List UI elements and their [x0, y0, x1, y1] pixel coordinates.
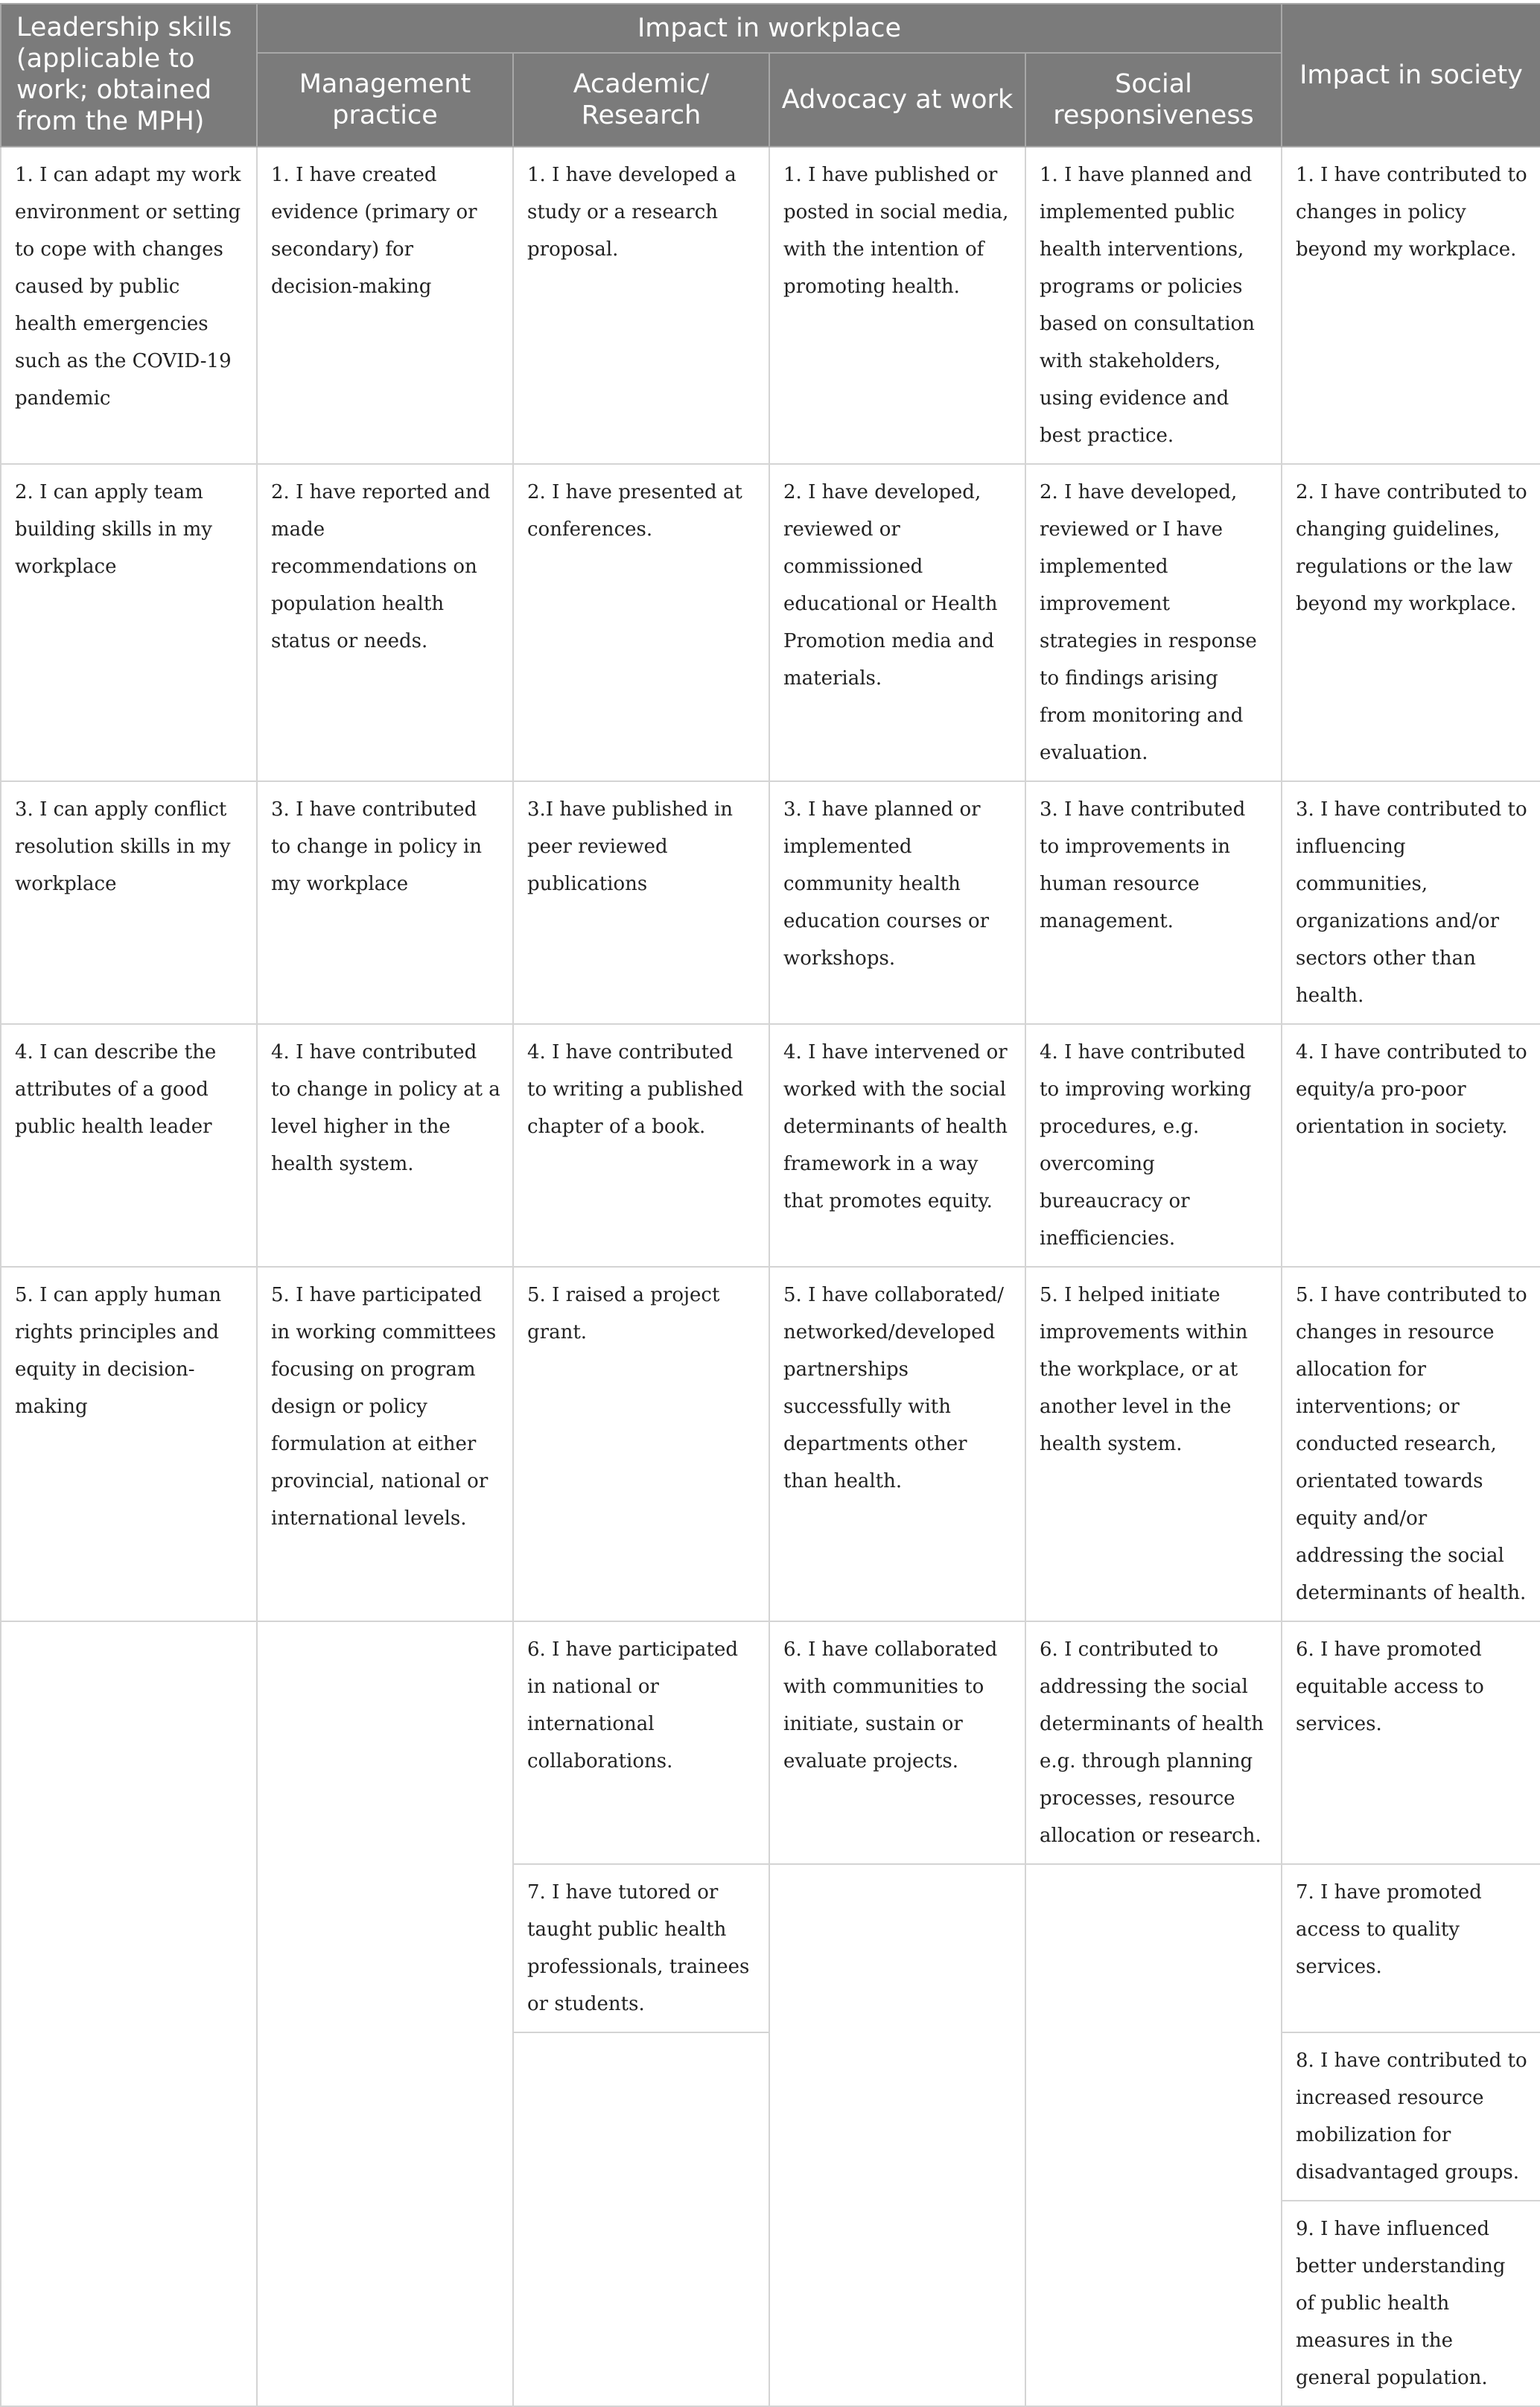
cell-society-1: 1. I have contributed to changes in policy beyond my workplace.	[1282, 147, 1540, 464]
cell-management-2: 2. I have reported and made recommendations on population health status or needs.	[257, 464, 513, 781]
cell-academic-empty	[513, 2032, 769, 2406]
table-row	[1, 147, 1540, 464]
cell-advocacy-3: 3. I have planned or implemented community health education courses or workshops.	[769, 781, 1025, 1024]
cell-management-empty	[257, 1621, 513, 2406]
cell-academic-7: 7. I have tutored or taught public health professionals, trainees or students.	[513, 1864, 769, 2032]
cell-leadership-4: 4. I can describe the attributes of a good public health leader	[1, 1024, 257, 1267]
cell-advocacy-2: 2. I have developed, reviewed or commissioned educational or Health Promotion media and materials.	[769, 464, 1025, 781]
cell-academic-4: 4. I have contributed to writing a published chapter of a book.	[513, 1024, 769, 1267]
table-wrapper	[0, 3, 1540, 2407]
header-impact-in-workplace: Impact in workplace	[257, 4, 1282, 53]
cell-leadership-3: 3. I can apply conflict resolution skills in my workplace	[1, 781, 257, 1024]
cell-management-1: 1. I have created evidence (primary or secondary) for decision-making	[257, 147, 513, 464]
cell-academic-2: 2. I have presented at conferences.	[513, 464, 769, 781]
header-advocacy-at-work: Advocacy at work	[769, 53, 1025, 147]
cell-social-empty	[1025, 1864, 1282, 2406]
cell-leadership-empty	[1, 1621, 257, 2406]
cell-advocacy-empty	[769, 1864, 1025, 2406]
table-row	[1, 464, 1540, 781]
cell-society-8: 8. I have contributed to increased resource mobilization for disadvantaged groups.	[1282, 2032, 1540, 2201]
cell-academic-1: 1. I have developed a study or a research proposal.	[513, 147, 769, 464]
cell-social-6: 6. I contributed to addressing the social determinants of health e.g. through planning processes, resource allocation or research.	[1025, 1621, 1282, 1864]
cell-social-5: 5. I helped initiate improvements within the workplace, or at another level in the health system.	[1025, 1267, 1282, 1621]
cell-advocacy-5: 5. I have collaborated/ networked/developed partnerships successfully with departments other than health.	[769, 1267, 1025, 1621]
table-row	[1, 1621, 1540, 1864]
cell-society-7: 7. I have promoted access to quality services.	[1282, 1864, 1540, 2032]
cell-society-6: 6. I have promoted equitable access to services.	[1282, 1621, 1540, 1864]
table-row	[1, 1024, 1540, 1267]
header-leadership-skills: Leadership skills (applicable to work; obtained from the MPH)	[1, 4, 257, 147]
cell-advocacy-6: 6. I have collaborated with communities to initiate, sustain or evaluate projects.	[769, 1621, 1025, 1864]
leadership-impact-table	[0, 3, 1540, 2407]
cell-social-2: 2. I have developed, reviewed or I have implemented improvement strategies in response to findings arising from monitoring and evaluation.	[1025, 464, 1282, 781]
cell-society-9: 9. I have influenced better understanding of public health measures in the general population.	[1282, 2201, 1540, 2406]
cell-society-3: 3. I have contributed to influencing communities, organizations and/or sectors other than health.	[1282, 781, 1540, 1024]
table-row	[1, 781, 1540, 1024]
cell-social-3: 3. I have contributed to improvements in human resource management.	[1025, 781, 1282, 1024]
cell-management-5: 5. I have participated in working committees focusing on program design or policy formulation at either provincial, national or international levels.	[257, 1267, 513, 1621]
header-row-top	[1, 4, 1540, 53]
cell-management-4: 4. I have contributed to change in policy at a level higher in the health system.	[257, 1024, 513, 1267]
cell-social-4: 4. I have contributed to improving working procedures, e.g. overcoming bureaucracy or inefficiencies.	[1025, 1024, 1282, 1267]
cell-social-1: 1. I have planned and implemented public health interventions, programs or policies based on consultation with stakeholders, using evidence and best practice.	[1025, 147, 1282, 464]
cell-leadership-2: 2. I can apply team building skills in my workplace	[1, 464, 257, 781]
cell-management-3: 3. I have contributed to change in policy in my workplace	[257, 781, 513, 1024]
cell-academic-5: 5. I raised a project grant.	[513, 1267, 769, 1621]
cell-academic-6: 6. I have participated in national or international collaborations.	[513, 1621, 769, 1864]
cell-society-2: 2. I have contributed to changing guidelines, regulations or the law beyond my workplace.	[1282, 464, 1540, 781]
cell-leadership-1: 1. I can adapt my work environment or setting to cope with changes caused by public health emergencies such as the COVID-19 pandemic	[1, 147, 257, 464]
header-management-practice: Management practice	[257, 53, 513, 147]
header-academic-research: Academic/ Research	[513, 53, 769, 147]
cell-leadership-5: 5. I can apply human rights principles and equity in decision-making	[1, 1267, 257, 1621]
cell-society-4: 4. I have contributed to equity/a pro-poor orientation in society.	[1282, 1024, 1540, 1267]
cell-advocacy-4: 4. I have intervened or worked with the social determinants of health framework in a way that promotes equity.	[769, 1024, 1025, 1267]
table-row	[1, 1267, 1540, 1621]
cell-academic-3: 3.I have published in peer reviewed publications	[513, 781, 769, 1024]
header-social-responsiveness: Social responsiveness	[1025, 53, 1282, 147]
cell-society-5: 5. I have contributed to changes in resource allocation for interventions; or conducted research, orientated towards equity and/or addressing the social determinants of health.	[1282, 1267, 1540, 1621]
cell-advocacy-1: 1. I have published or posted in social media, with the intention of promoting health.	[769, 147, 1025, 464]
header-impact-in-society: Impact in society	[1282, 4, 1540, 147]
